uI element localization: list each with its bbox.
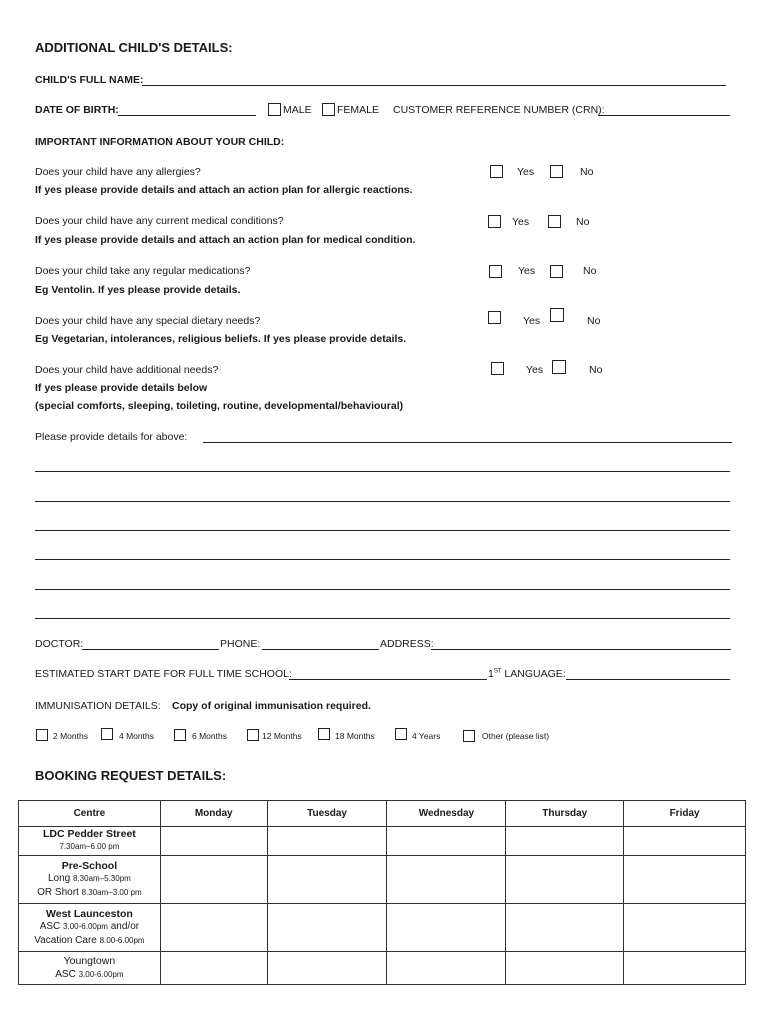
booking-cell[interactable] bbox=[624, 952, 746, 985]
booking-cell[interactable] bbox=[506, 952, 624, 985]
booking-cell[interactable] bbox=[160, 952, 267, 985]
details-field[interactable] bbox=[203, 442, 732, 443]
immunisation-option-label: 4 Months bbox=[119, 731, 154, 741]
dietary-no-checkbox[interactable] bbox=[550, 308, 564, 322]
booking-cell[interactable] bbox=[267, 827, 387, 856]
booking-table bbox=[18, 800, 746, 985]
table-row bbox=[19, 856, 746, 904]
allergies-no-checkbox[interactable] bbox=[550, 165, 563, 178]
booking-cell[interactable] bbox=[267, 904, 387, 952]
yes-label: Yes bbox=[526, 364, 544, 376]
immunisation-other-checkbox[interactable] bbox=[463, 730, 475, 742]
allergies-yes-checkbox[interactable] bbox=[490, 165, 503, 178]
question-dietary: Does your child have any special dietary needs? bbox=[35, 315, 261, 327]
booking-cell[interactable] bbox=[267, 856, 387, 904]
centre-cell bbox=[19, 856, 161, 904]
booking-cell[interactable] bbox=[267, 952, 387, 985]
immunisation-option-label: 18 Months bbox=[335, 731, 375, 741]
question-allergies: Does your child have any allergies? bbox=[35, 166, 201, 178]
table-row bbox=[19, 904, 746, 952]
language-field[interactable] bbox=[566, 679, 730, 680]
immunisation-4-months-checkbox[interactable] bbox=[101, 728, 113, 740]
question-allergies-note: If yes please provide details and attach an action plan for allergic reactions. bbox=[35, 184, 413, 196]
question-additional-needs-note2: (special comforts, sleeping, toileting, routine, developmental/behavioural) bbox=[35, 400, 404, 412]
additional-needs-no-checkbox[interactable] bbox=[552, 360, 566, 374]
booking-cell[interactable] bbox=[387, 952, 506, 985]
table-row bbox=[19, 827, 746, 856]
table-row bbox=[19, 952, 746, 985]
school-start-label: ESTIMATED START DATE FOR FULL TIME SCHOOL: bbox=[35, 668, 292, 680]
centre-name: Youngtown bbox=[63, 955, 116, 967]
booking-cell[interactable] bbox=[387, 827, 506, 856]
centre-hours bbox=[19, 968, 160, 982]
table-header-thursday: Thursday bbox=[506, 801, 624, 827]
childs-full-name-label: CHILD'S FULL NAME: bbox=[35, 74, 144, 86]
female-checkbox[interactable] bbox=[322, 103, 335, 116]
crn-label: CUSTOMER REFERENCE NUMBER (CRN): bbox=[393, 104, 605, 116]
language-text: LANGUAGE: bbox=[501, 668, 566, 680]
yes-label: Yes bbox=[512, 216, 530, 228]
booking-cell[interactable] bbox=[160, 856, 267, 904]
language-label bbox=[488, 668, 566, 680]
yes-label: Yes bbox=[523, 315, 541, 327]
medical-yes-checkbox[interactable] bbox=[488, 215, 501, 228]
page-title: ADDITIONAL CHILD'S DETAILS: bbox=[35, 40, 233, 55]
dietary-yes-checkbox[interactable] bbox=[488, 311, 501, 324]
yes-label: Yes bbox=[517, 166, 535, 178]
session-type: Vacation Care bbox=[34, 934, 97, 946]
no-label: No bbox=[589, 364, 603, 376]
immunisation-option-label: 2 Months bbox=[53, 731, 88, 741]
no-label: No bbox=[576, 216, 590, 228]
centre-name: West Launceston bbox=[46, 907, 133, 920]
centre-name: Pre-School bbox=[61, 859, 118, 872]
booking-cell[interactable] bbox=[506, 856, 624, 904]
doctor-field[interactable] bbox=[82, 649, 219, 650]
question-additional-needs: Does your child have additional needs? bbox=[35, 364, 219, 376]
details-line[interactable] bbox=[35, 501, 730, 502]
yes-label: Yes bbox=[518, 265, 536, 277]
language-number: 1 bbox=[488, 668, 494, 680]
booking-cell[interactable] bbox=[506, 904, 624, 952]
doctor-label: DOCTOR: bbox=[35, 638, 84, 650]
details-line[interactable] bbox=[35, 589, 730, 590]
question-dietary-note: Eg Vegetarian, intolerances, religious beliefs. If yes please provide details. bbox=[35, 333, 407, 345]
male-label: MALE bbox=[283, 104, 312, 116]
centre-cell bbox=[19, 827, 161, 856]
question-medications-note: Eg Ventolin. If yes please provide details. bbox=[35, 284, 241, 296]
crn-field[interactable] bbox=[598, 115, 730, 116]
booking-heading: BOOKING REQUEST DETAILS: bbox=[35, 768, 227, 783]
booking-cell[interactable] bbox=[506, 827, 624, 856]
details-line[interactable] bbox=[35, 530, 730, 531]
school-start-field[interactable] bbox=[289, 679, 487, 680]
details-label: Please provide details for above: bbox=[35, 431, 188, 443]
booking-cell[interactable] bbox=[624, 827, 746, 856]
details-line[interactable] bbox=[35, 559, 730, 560]
immunisation-option-label: 6 Months bbox=[192, 731, 227, 741]
important-heading: IMPORTANT INFORMATION ABOUT YOUR CHILD: bbox=[35, 136, 285, 148]
address-label: ADDRESS: bbox=[380, 638, 434, 650]
immunisation-2-months-checkbox[interactable] bbox=[36, 729, 48, 741]
session-type: Long bbox=[47, 872, 71, 884]
medications-no-checkbox[interactable] bbox=[550, 265, 563, 278]
table-header-row bbox=[19, 801, 746, 827]
immunisation-4-years-checkbox[interactable] bbox=[395, 728, 407, 740]
immunisation-note: Copy of original immunisation required. bbox=[172, 700, 371, 712]
booking-cell[interactable] bbox=[624, 856, 746, 904]
table-header-friday: Friday bbox=[624, 801, 746, 827]
no-label: No bbox=[583, 265, 597, 277]
male-checkbox[interactable] bbox=[268, 103, 281, 116]
question-medical-note: If yes please provide details and attach an action plan for medical condition. bbox=[35, 234, 416, 246]
address-field[interactable] bbox=[431, 649, 731, 650]
additional-needs-yes-checkbox[interactable] bbox=[491, 362, 504, 375]
session-time: 3.00-6.00pm bbox=[78, 970, 124, 979]
centre-hours: 7.30am–6.00 pm bbox=[59, 842, 120, 851]
phone-field[interactable] bbox=[262, 649, 379, 650]
centre-hours bbox=[19, 920, 160, 934]
booking-cell[interactable] bbox=[387, 904, 506, 952]
session-time: 8.30am–5.30pm bbox=[73, 873, 131, 883]
centre-cell bbox=[19, 952, 161, 985]
language-superscript: ST bbox=[493, 668, 502, 675]
immunisation-18-months-checkbox[interactable] bbox=[318, 728, 330, 740]
dob-label: DATE OF BIRTH: bbox=[35, 104, 119, 116]
session-type: OR Short bbox=[37, 886, 79, 898]
session-type: ASC bbox=[39, 920, 61, 932]
childs-full-name-field[interactable] bbox=[142, 85, 726, 86]
booking-cell[interactable] bbox=[160, 827, 267, 856]
table-header-wednesday: Wednesday bbox=[387, 801, 506, 827]
medical-no-checkbox[interactable] bbox=[548, 215, 561, 228]
centre-hours bbox=[19, 934, 160, 948]
immunisation-label: IMMUNISATION DETAILS: bbox=[35, 700, 161, 712]
session-time: 8.30am–3.00 pm bbox=[81, 887, 142, 897]
centre-hours bbox=[19, 886, 160, 900]
centre-hours bbox=[19, 872, 160, 886]
centre-name: LDC Pedder Street bbox=[43, 828, 136, 840]
table-header-tuesday: Tuesday bbox=[267, 801, 387, 827]
question-additional-needs-note: If yes please provide details below bbox=[35, 382, 208, 394]
dob-field[interactable] bbox=[118, 115, 256, 116]
immunisation-option-label: 12 Months bbox=[262, 731, 302, 741]
no-label: No bbox=[580, 166, 594, 178]
question-medications: Does your child take any regular medications? bbox=[35, 265, 251, 277]
details-line[interactable] bbox=[35, 471, 730, 472]
booking-cell[interactable] bbox=[624, 904, 746, 952]
no-label: No bbox=[587, 315, 601, 327]
medications-yes-checkbox[interactable] bbox=[489, 265, 502, 278]
immunisation-12-months-checkbox[interactable] bbox=[247, 729, 259, 741]
booking-cell[interactable] bbox=[387, 856, 506, 904]
session-type: ASC bbox=[55, 969, 76, 980]
immunisation-6-months-checkbox[interactable] bbox=[174, 729, 186, 741]
session-time: 8.00-6.00pm bbox=[99, 935, 145, 945]
immunisation-option-label: 4 Years bbox=[412, 731, 441, 741]
question-medical: Does your child have any current medical conditions? bbox=[35, 215, 284, 227]
female-label: FEMALE bbox=[337, 104, 380, 116]
session-conjunction: and/or bbox=[110, 920, 140, 932]
table-header-centre: Centre bbox=[19, 801, 161, 827]
phone-label: PHONE: bbox=[220, 638, 261, 650]
session-time: 3.00-6.00pm bbox=[63, 921, 108, 931]
details-line[interactable] bbox=[35, 618, 730, 619]
table-header-monday: Monday bbox=[160, 801, 267, 827]
immunisation-option-label: Other (please list) bbox=[482, 731, 550, 741]
centre-cell bbox=[19, 904, 161, 952]
booking-cell[interactable] bbox=[160, 904, 267, 952]
